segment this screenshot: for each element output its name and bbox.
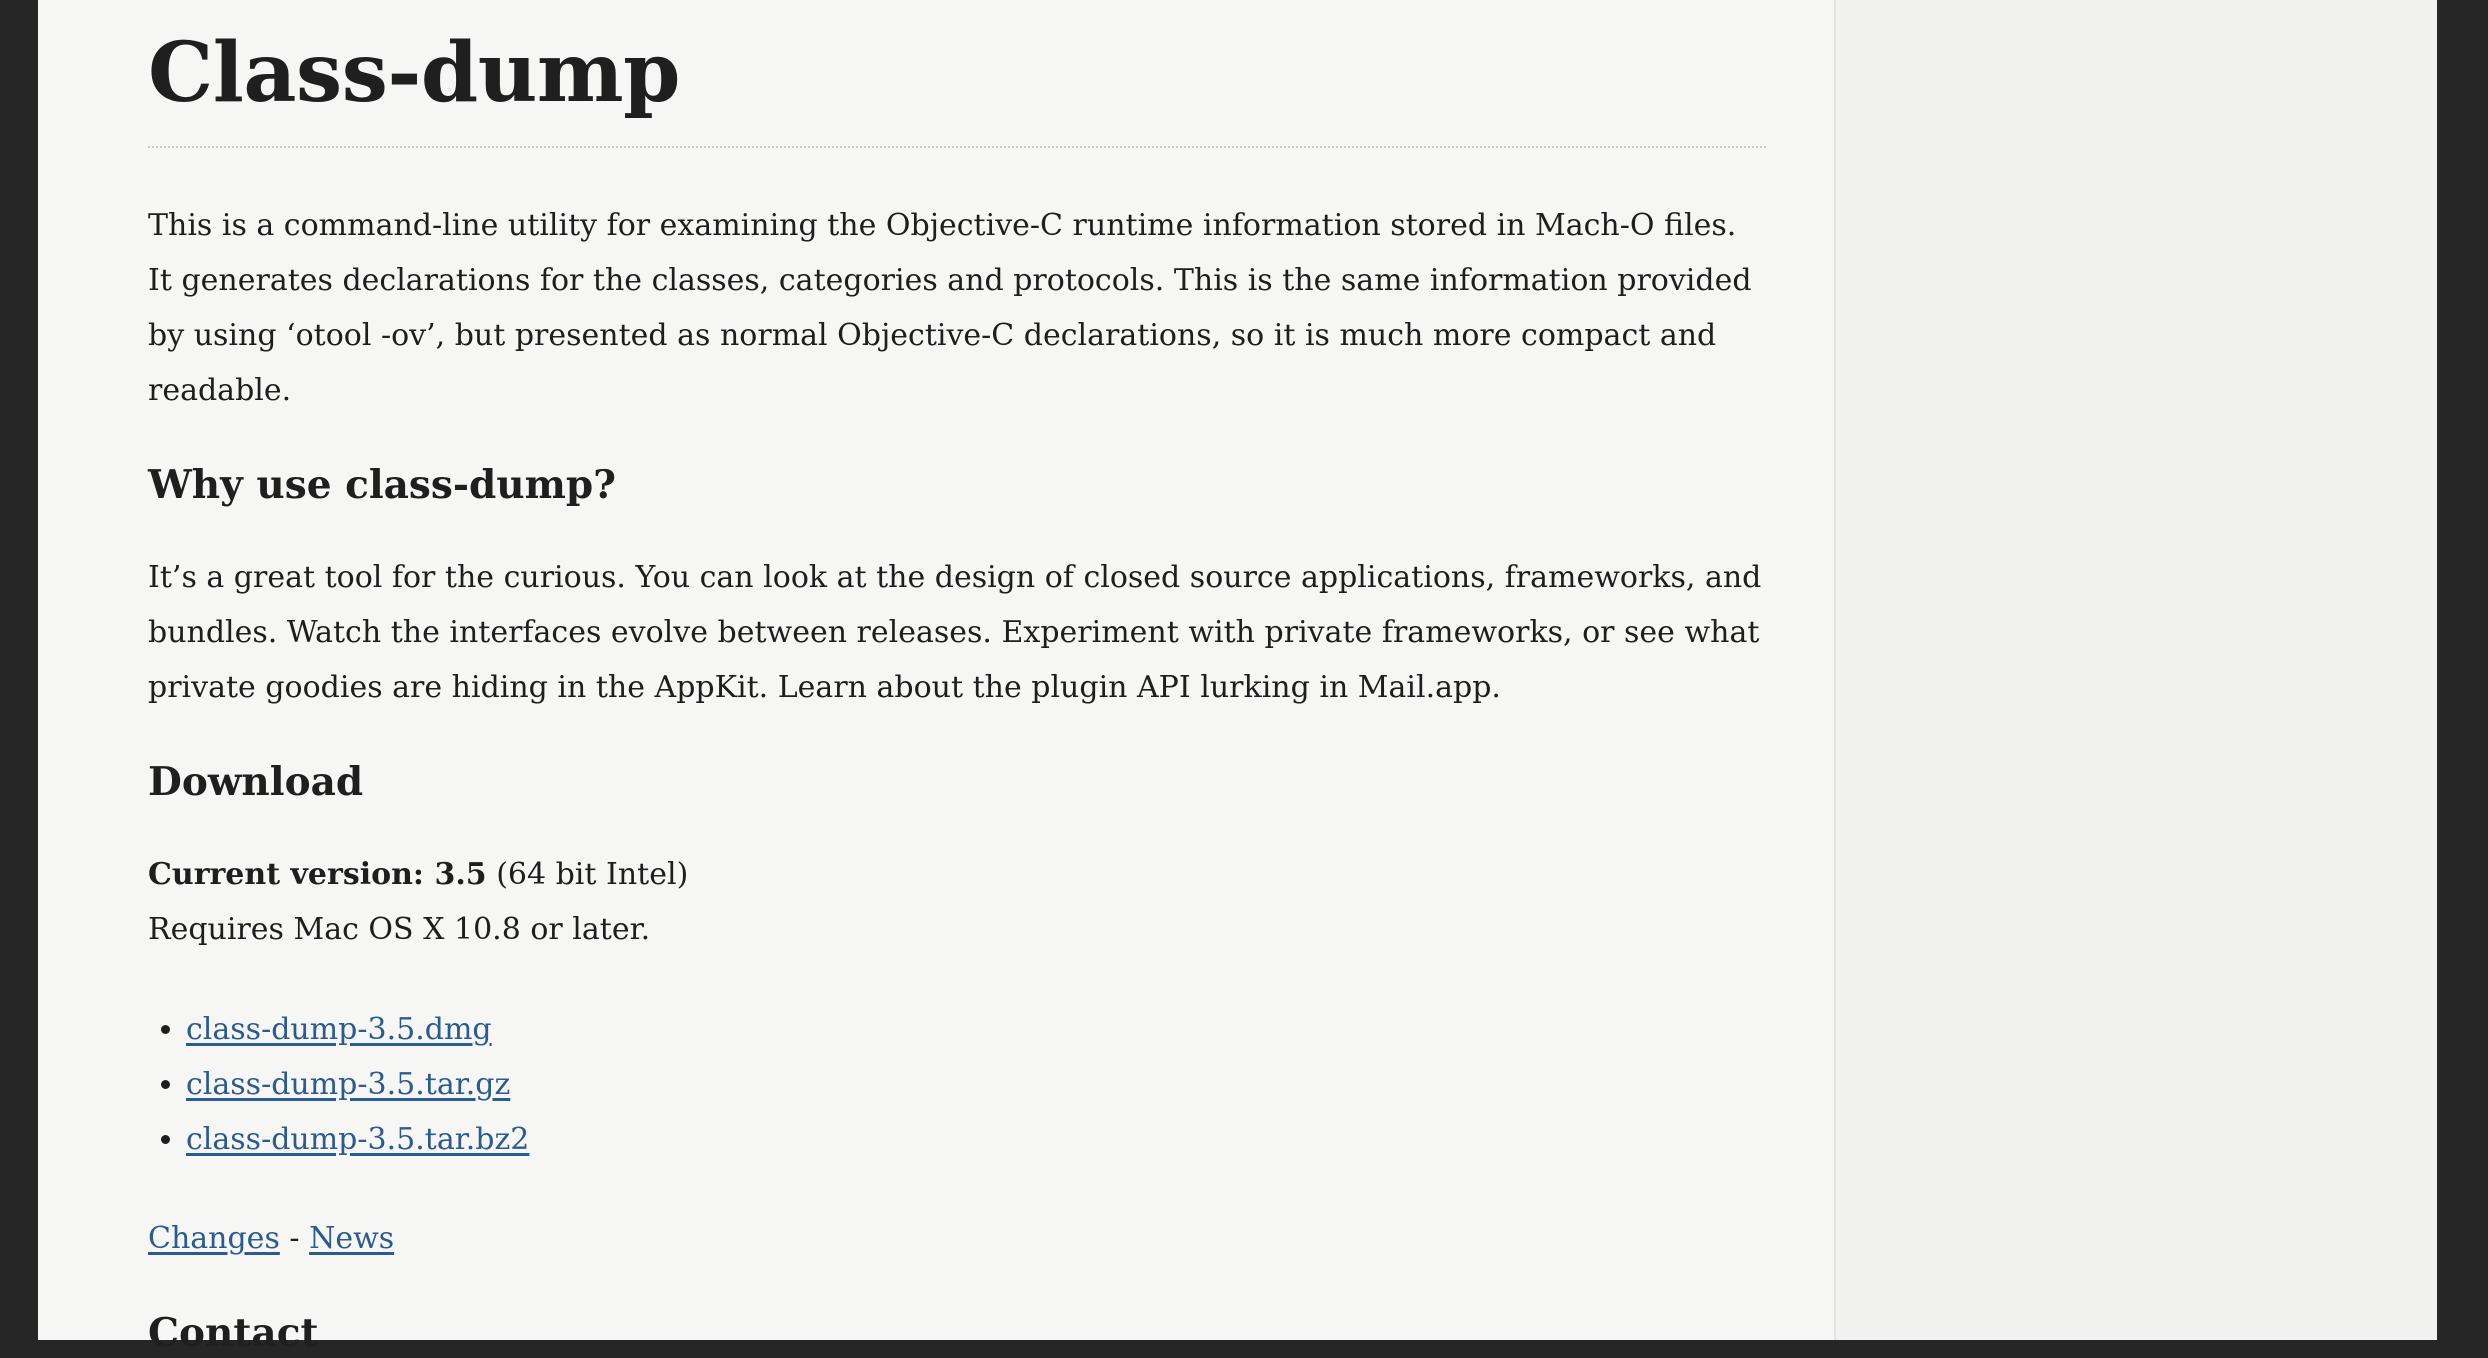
link-separator: - [279, 1221, 310, 1256]
page-title: Class-dump [148, 0, 1766, 148]
article [148, 0, 1766, 1358]
sidebar [1836, 0, 2437, 1340]
version-label: Current version: 3.5 [148, 857, 487, 892]
why-heading: Why use class-dump? [148, 462, 617, 508]
news-link[interactable]: News [309, 1221, 395, 1256]
version-note: (64 bit Intel) [486, 857, 689, 892]
download-heading: Download [148, 759, 364, 805]
download-list [148, 1002, 1766, 1167]
page-frame [38, 0, 2437, 1356]
download-link-dmg[interactable]: class-dump-3.5.dmg [186, 1012, 492, 1047]
main-content [38, 0, 1836, 1356]
why-paragraph: It’s a great tool for the curious. You can look at the design of closed source applications, frameworks, and bundles. Watch the interfaces evolve between releases. Experiment with private frameworks, or see what private goodies are hiding in the AppKit. Learn about the plugin API lurking in Mail.app. [148, 560, 1762, 705]
changes-link[interactable]: Changes [148, 1221, 280, 1256]
download-link-tar-gz[interactable]: class-dump-3.5.tar.gz [186, 1067, 511, 1102]
requirements-text: Requires Mac OS X 10.8 or later. [148, 912, 651, 947]
download-link-tar-bz2[interactable]: class-dump-3.5.tar.bz2 [186, 1122, 530, 1157]
download-item [186, 1112, 1766, 1167]
download-item [186, 1002, 1766, 1057]
related-links [148, 1211, 1766, 1266]
intro-paragraph: This is a command-line utility for examining the Objective-C runtime information stored in Mach-O files. It generates declarations for the classes, categories and protocols. This is the same information provided by using ‘otool -ov’, but presented as normal Objective-C declarations, so it is much more compact and readable. [148, 208, 1752, 408]
contact-heading: Contact [148, 1310, 319, 1356]
version-line [148, 847, 1766, 902]
download-item [186, 1057, 1766, 1112]
